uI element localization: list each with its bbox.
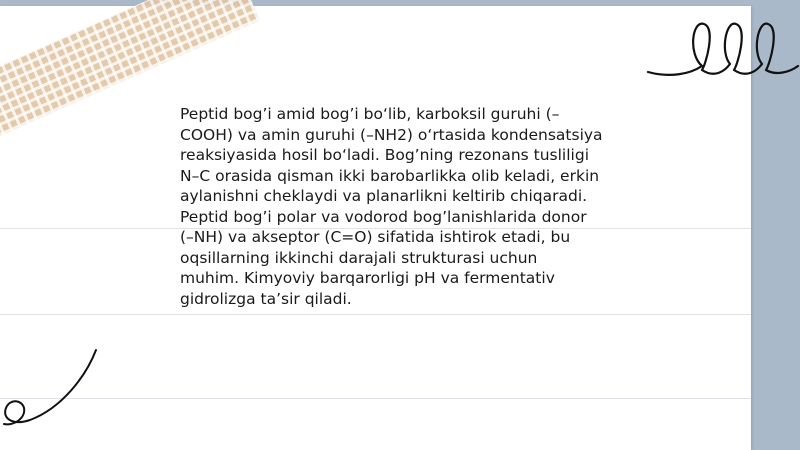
ruled-line [0, 314, 751, 315]
paragraph-line: Peptid bog’i amid bog’i bo‘lib, karboksil guruhi (– [180, 105, 560, 123]
paragraph-line: reaksiyasida hosil bo‘ladi. Bog’ning rezonans tusliligi [180, 146, 590, 164]
paragraph-line: oqsillarning ikkinchi darajali strukturasi uchun [180, 248, 538, 267]
paragraph-line: N–C orasida qisman ikki barobarlikka olib keladi, erkin [180, 166, 600, 185]
paragraph-line: COOH) va amin guruhi (–NH2) o‘rtasida kondensatsiya [180, 125, 603, 144]
loop-scribble-icon [640, 14, 800, 84]
paragraph-line: gidrolizga ta’sir qiladi. [180, 289, 352, 308]
paragraph-line: aylanishni cheklaydi va planarlikni keltirib chiqaradi. [180, 187, 588, 205]
paragraph-line: muhim. Kimyoviy barqarorligi pH va fermentativ [180, 269, 555, 287]
body-paragraph [180, 104, 630, 309]
paragraph-line: (–NH) va akseptor (C=O) sifatida ishtirok etadi, bu [180, 228, 571, 246]
swirl-scribble-icon [0, 346, 110, 430]
ruled-line [0, 398, 751, 399]
paragraph-line: Peptid bog’i polar va vodorod bog’lanishlarida donor [180, 207, 587, 226]
